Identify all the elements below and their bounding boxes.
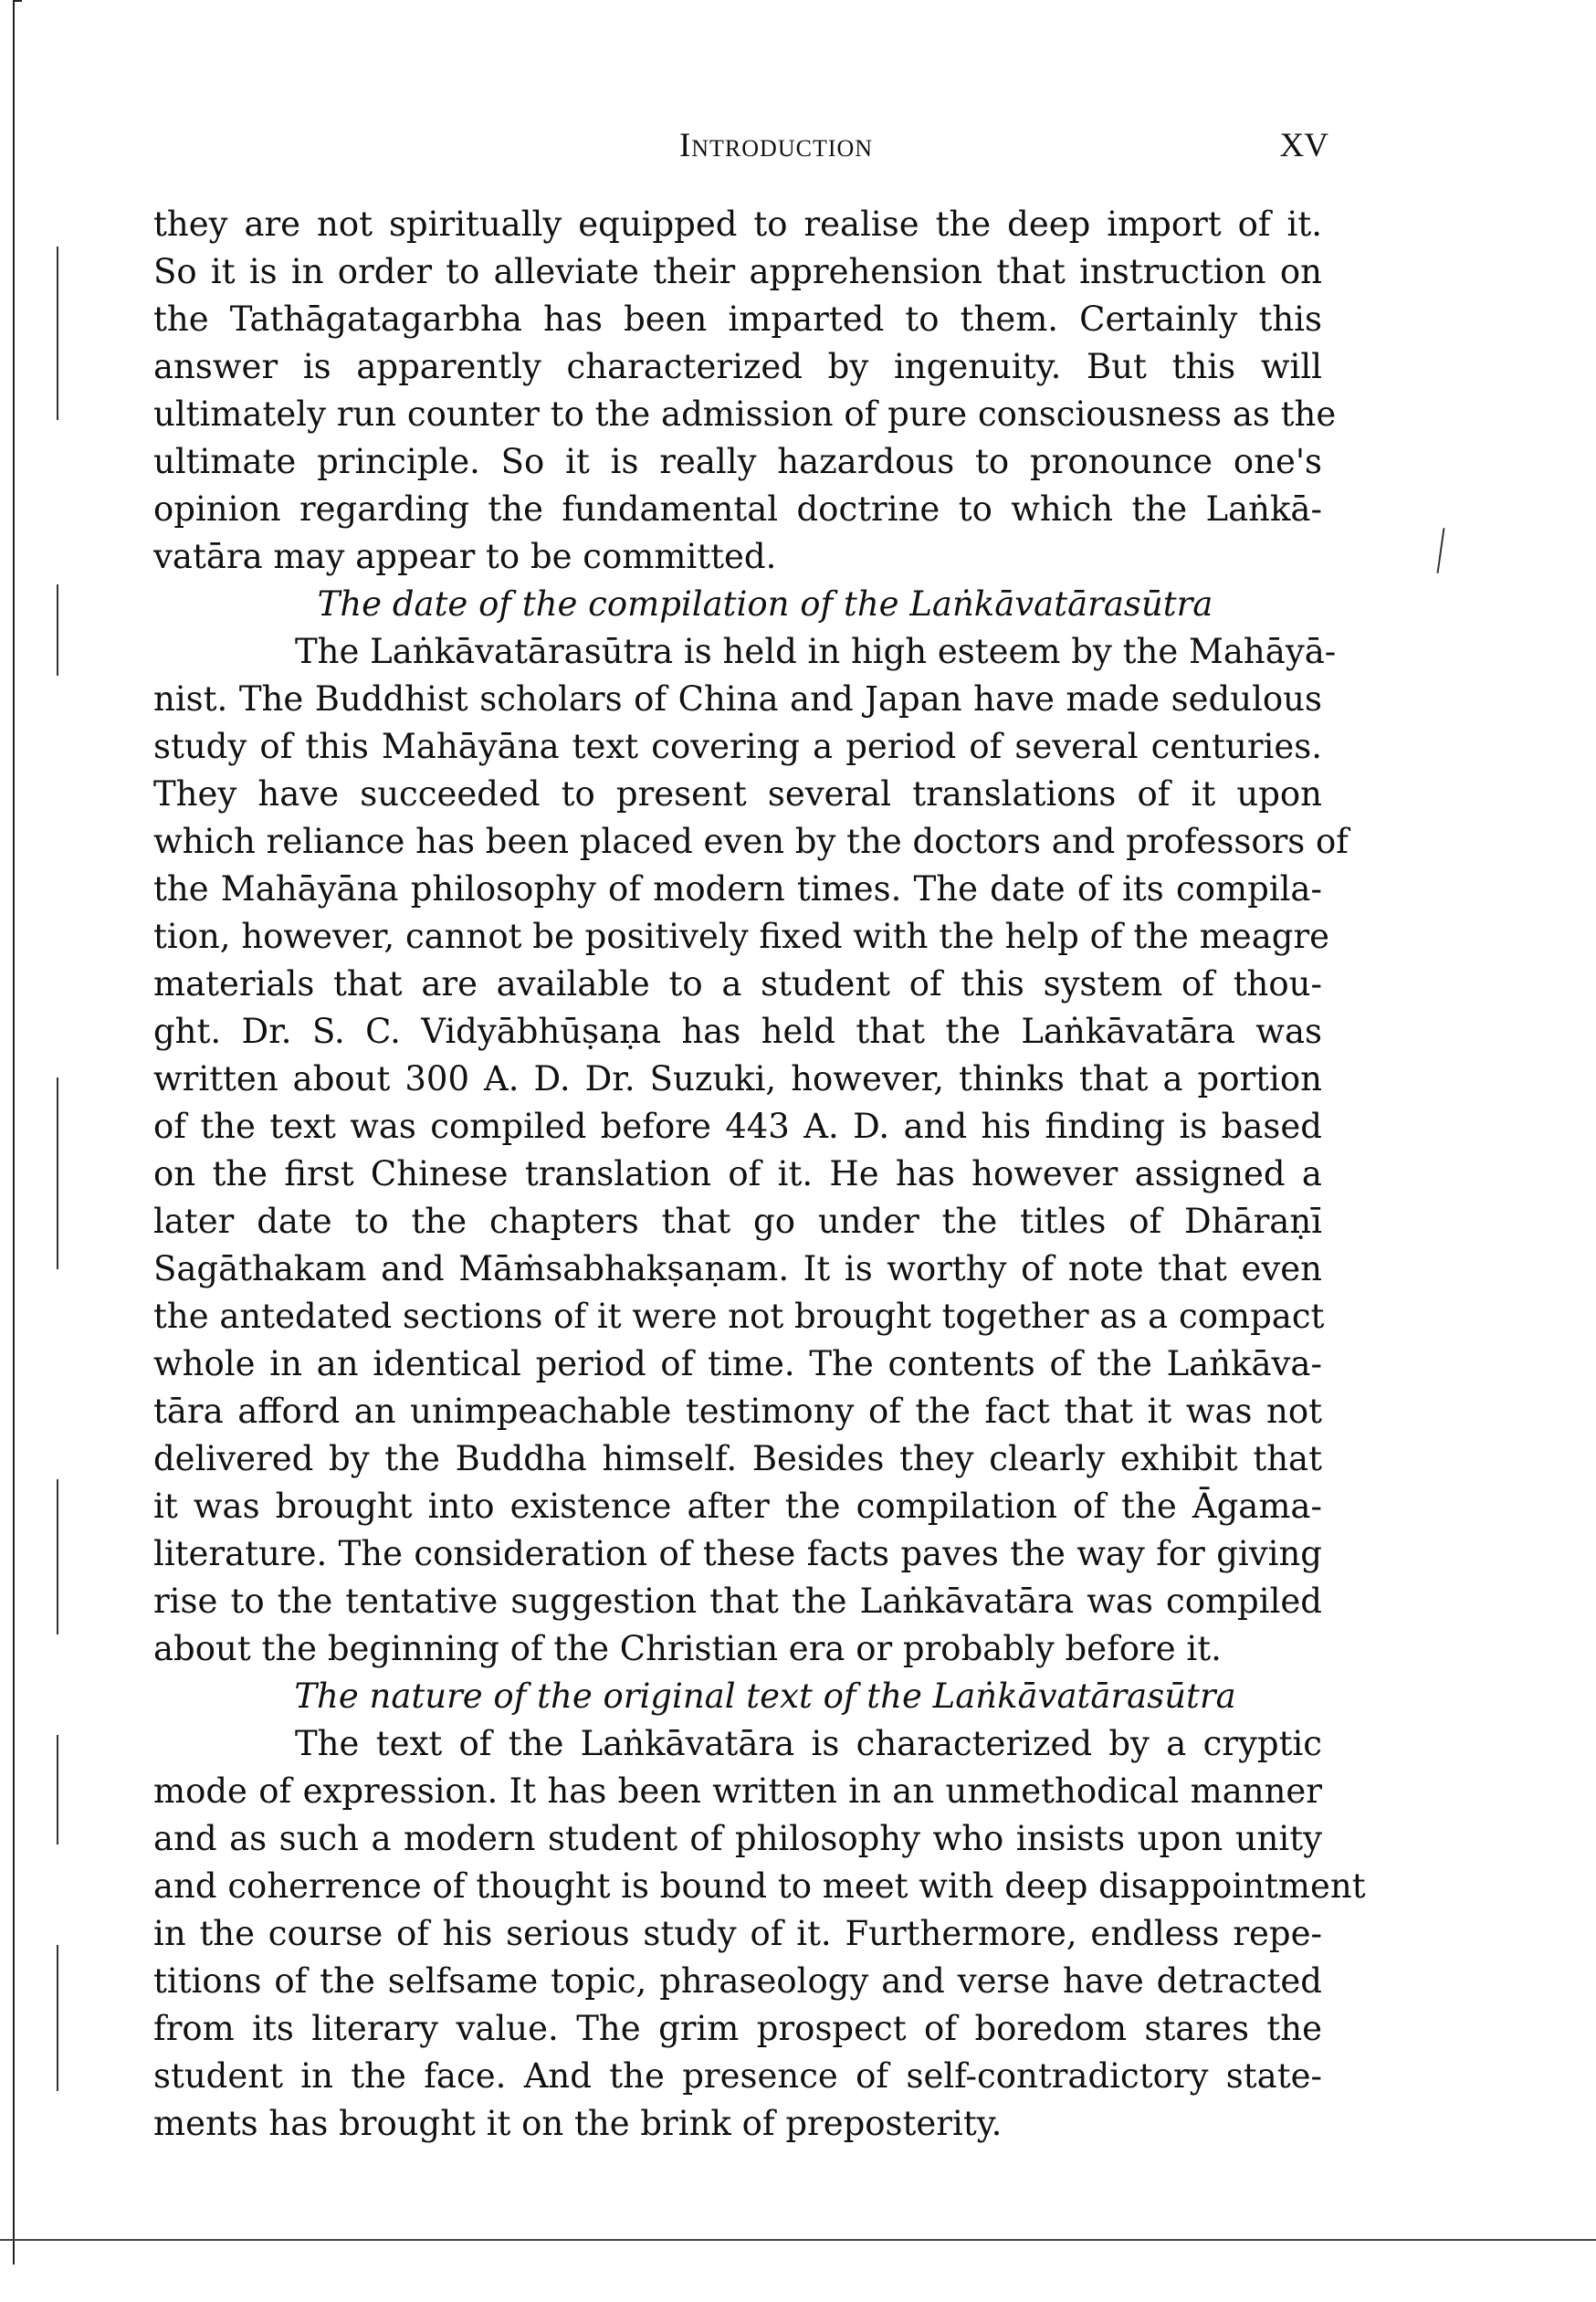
text-line: ght. Dr. S. C. Vidyābhūṣaṇa has held that the Laṅkāvatāra was bbox=[153, 1012, 1322, 1051]
text-line: The Laṅkāvatārasūtra is held in high esteem by the Mahāyā- bbox=[295, 632, 1337, 671]
text-line: ultimate principle. So it is really hazardous to pronounce one's bbox=[153, 442, 1322, 481]
page-edge-corner bbox=[13, 0, 22, 2]
text-line: they are not spiritually equipped to realise the deep import of it. bbox=[153, 205, 1322, 244]
running-title: Introduction bbox=[678, 127, 874, 164]
text-line: in the course of his serious study of it. Furthermore, endless repe- bbox=[153, 1914, 1322, 1953]
margin-mark bbox=[57, 584, 58, 676]
margin-mark bbox=[57, 1735, 58, 1845]
margin-mark bbox=[57, 247, 58, 420]
text-line: written about 300 A. D. Dr. Suzuki, however, thinks that a portion bbox=[153, 1059, 1322, 1098]
text-line: mode of expression. It has been written in an unmethodical manner bbox=[153, 1771, 1322, 1811]
text-line: tion, however, cannot be positively fixed with the help of the meagre bbox=[153, 917, 1330, 956]
text-line: ultimately run counter to the admission of pure consciousness as the bbox=[153, 394, 1337, 434]
text-line: tāra afford an unimpeachable testimony of the fact that it was not bbox=[153, 1392, 1322, 1431]
text-line: delivered by the Buddha himself. Besides they clearly exhibit that bbox=[153, 1439, 1322, 1478]
text-line: materials that are available to a student of this system of thou- bbox=[153, 964, 1322, 1004]
text-line: answer is apparently characterized by ingenuity. But this will bbox=[153, 347, 1322, 386]
text-line: opinion regarding the fundamental doctrine to which the Laṅkā- bbox=[153, 489, 1322, 529]
text-line: rise to the tentative suggestion that the Laṅkāvatāra was compiled bbox=[153, 1582, 1322, 1621]
text-line: Sagāthakam and Māṁsabhakṣaṇam. It is worthy of note that even bbox=[153, 1249, 1322, 1288]
margin-mark bbox=[57, 1945, 58, 2091]
text-line: of the text was compiled before 443 A. D. and his finding is based bbox=[153, 1107, 1322, 1146]
text-line: The text of the Laṅkāvatāra is characterized by a cryptic bbox=[295, 1724, 1322, 1763]
text-line: So it is in order to alleviate their apprehension that instruction on bbox=[153, 252, 1322, 291]
text-line: student in the face. And the presence of self-contradictory state- bbox=[153, 2056, 1322, 2096]
text-line: it was brought into existence after the compilation of the Āgama- bbox=[153, 1487, 1322, 1526]
margin-mark bbox=[57, 1479, 58, 1635]
text-line: and as such a modern student of philosophy who insists upon unity bbox=[153, 1819, 1322, 1858]
text-line: from its literary value. The grim prospect of boredom stares the bbox=[153, 2009, 1322, 2048]
margin-mark bbox=[57, 1077, 58, 1269]
text-line: ments has brought it on the brink of preposterity. bbox=[153, 2104, 1003, 2143]
text-line: later date to the chapters that go under the titles of Dhāraṇī bbox=[153, 1202, 1322, 1241]
bottom-rule bbox=[0, 2239, 1596, 2241]
section-heading: The date of the compilation of the Laṅkāvatārasūtra bbox=[317, 584, 1213, 624]
text-line: titions of the selfsame topic, phraseology and verse have detracted bbox=[153, 1961, 1322, 2001]
body-text bbox=[153, 201, 1366, 2148]
page-number: XV bbox=[1279, 127, 1328, 164]
running-head bbox=[0, 126, 1596, 163]
text-line: literature. The consideration of these facts paves the way for giving bbox=[153, 1534, 1322, 1573]
section-heading: The nature of the original text of the Laṅkāvatārasūtra bbox=[294, 1677, 1236, 1716]
text-line: the Tathāgatagarbha has been imparted to them. Certainly this bbox=[153, 300, 1322, 339]
page-edge-line bbox=[13, 0, 15, 2265]
text-line: about the beginning of the Christian era or probably before it. bbox=[153, 1629, 1222, 1668]
text-line: They have succeeded to present several translations of it upon bbox=[153, 774, 1322, 814]
text-line: study of this Mahāyāna text covering a period of several centuries. bbox=[153, 727, 1322, 766]
text-line: vatāra may appear to be committed. bbox=[153, 537, 777, 576]
text-line: the antedated sections of it were not brought together as a compact bbox=[153, 1297, 1325, 1336]
text-line: the Mahāyāna philosophy of modern times. The date of its compila- bbox=[153, 869, 1322, 909]
text-line: whole in an identical period of time. The contents of the Laṅkāva- bbox=[153, 1344, 1322, 1383]
text-line: nist. The Buddhist scholars of China and Japan have made sedulous bbox=[153, 679, 1322, 719]
text-line: and coherrence of thought is bound to meet with deep disappointment bbox=[153, 1866, 1366, 1906]
text-line: which reliance has been placed even by the doctors and professors of bbox=[153, 822, 1349, 861]
margin-mark bbox=[1437, 528, 1445, 573]
text-line: on the first Chinese translation of it. He has however assigned a bbox=[153, 1154, 1322, 1193]
